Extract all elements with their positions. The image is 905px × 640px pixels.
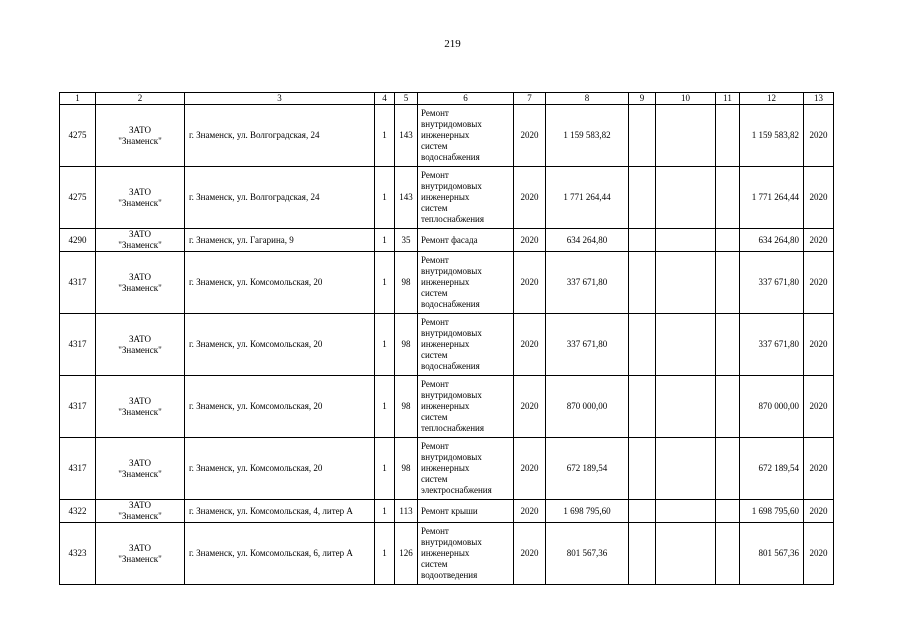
cell-work-type-line: внутридомовых (421, 119, 482, 129)
cell-cost: 801 567,36 (546, 523, 629, 585)
cell-municipality-line: ЗАТО (128, 186, 152, 197)
cell-work-type-line: систем (421, 350, 448, 360)
cell-work-type-line: Ремонт (421, 526, 449, 536)
cell-work-type (418, 314, 514, 376)
cell-col12: 801 567,36 (740, 523, 804, 585)
cell-year: 2020 (514, 229, 546, 252)
cell-municipality (96, 229, 185, 252)
cell-col5: 98 (395, 438, 418, 500)
cell-address: г. Знаменск, ул. Комсомольская, 6, литер А (185, 523, 375, 585)
cell-cost: 1 159 583,82 (546, 105, 629, 167)
table-row (60, 314, 834, 376)
cell-cost: 1 698 795,60 (546, 500, 629, 523)
cell-municipality-line: ЗАТО (128, 124, 152, 135)
cell-municipality-line: ЗАТО (128, 395, 152, 406)
column-header: 7 (514, 93, 546, 105)
cell-work-type (418, 376, 514, 438)
cell-municipality-line: ЗАТО (128, 457, 152, 468)
cell-work-type-line: инженерных (421, 277, 470, 287)
cell-col4: 1 (375, 252, 395, 314)
cell-col10 (656, 523, 716, 585)
cell-id: 4317 (60, 438, 96, 500)
cell-work-type (418, 438, 514, 500)
cell-col12: 672 189,54 (740, 438, 804, 500)
cell-municipality (96, 105, 185, 167)
table-row (60, 105, 834, 167)
table-row (60, 252, 834, 314)
cell-cost: 1 771 264,44 (546, 167, 629, 229)
table-row (60, 500, 834, 523)
cell-year: 2020 (514, 252, 546, 314)
cell-work-type-line: Ремонт крыши (421, 505, 478, 516)
cell-col4: 1 (375, 167, 395, 229)
cell-col12: 337 671,80 (740, 314, 804, 376)
cell-col4: 1 (375, 438, 395, 500)
cell-work-type-line: систем (421, 412, 448, 422)
cell-work-type (418, 500, 514, 523)
cell-municipality-line: "Знаменск" (118, 553, 162, 564)
table-row (60, 229, 834, 252)
table-body (60, 105, 834, 585)
cell-col5: 113 (395, 500, 418, 523)
cell-municipality-line: ЗАТО (128, 229, 152, 239)
cell-id: 4290 (60, 229, 96, 252)
cell-work-type-line: внутридомовых (421, 328, 482, 338)
cell-col9 (629, 376, 656, 438)
cell-col4: 1 (375, 229, 395, 252)
cell-col9 (629, 229, 656, 252)
cell-col13: 2020 (804, 500, 834, 523)
cell-work-type-line: Ремонт фасада (421, 234, 478, 245)
cell-col4: 1 (375, 105, 395, 167)
cell-col9 (629, 167, 656, 229)
cell-work-type (418, 252, 514, 314)
cell-col4: 1 (375, 500, 395, 523)
cell-col4: 1 (375, 314, 395, 376)
cell-col13: 2020 (804, 105, 834, 167)
cell-year: 2020 (514, 438, 546, 500)
cell-work-type-line: инженерных (421, 463, 470, 473)
column-header: 8 (546, 93, 629, 105)
cell-col10 (656, 500, 716, 523)
cell-municipality (96, 438, 185, 500)
cell-col11 (716, 229, 740, 252)
cell-year: 2020 (514, 105, 546, 167)
cell-col9 (629, 500, 656, 523)
cell-id: 4323 (60, 523, 96, 585)
cell-col10 (656, 229, 716, 252)
cell-year: 2020 (514, 523, 546, 585)
cell-col5: 143 (395, 167, 418, 229)
cell-col10 (656, 105, 716, 167)
cell-work-type-line: внутридомовых (421, 181, 482, 191)
cell-municipality-line: "Знаменск" (118, 282, 162, 293)
column-number-header-row (60, 93, 834, 105)
cell-col9 (629, 523, 656, 585)
cell-address: г. Знаменск, ул. Гагарина, 9 (185, 229, 375, 252)
cell-work-type-line: теплоснабжения (421, 214, 484, 224)
cell-id: 4275 (60, 167, 96, 229)
cell-work-type-line: систем (421, 203, 448, 213)
cell-work-type-line: внутридомовых (421, 537, 482, 547)
column-header: 5 (395, 93, 418, 105)
cell-address: г. Знаменск, ул. Волгоградская, 24 (185, 167, 375, 229)
cell-col5: 126 (395, 523, 418, 585)
cell-work-type-line: водоснабжения (421, 361, 480, 371)
cell-col10 (656, 438, 716, 500)
cell-col10 (656, 376, 716, 438)
column-header: 6 (418, 93, 514, 105)
cell-id: 4275 (60, 105, 96, 167)
cell-address: г. Знаменск, ул. Комсомольская, 4, литер А (185, 500, 375, 523)
cell-municipality-line: "Знаменск" (118, 135, 162, 146)
cell-municipality (96, 252, 185, 314)
cell-work-type-line: Ремонт (421, 317, 449, 327)
cell-col11 (716, 523, 740, 585)
cell-col13: 2020 (804, 167, 834, 229)
repair-program-table (59, 92, 834, 585)
cell-col12: 337 671,80 (740, 252, 804, 314)
cell-address: г. Знаменск, ул. Комсомольская, 20 (185, 314, 375, 376)
cell-address: г. Знаменск, ул. Комсомольская, 20 (185, 376, 375, 438)
cell-work-type-line: инженерных (421, 401, 470, 411)
cell-col13: 2020 (804, 438, 834, 500)
cell-col11 (716, 314, 740, 376)
cell-col13: 2020 (804, 229, 834, 252)
cell-municipality (96, 314, 185, 376)
cell-col11 (716, 376, 740, 438)
column-header: 10 (656, 93, 716, 105)
cell-work-type-line: водоснабжения (421, 152, 480, 162)
table-row (60, 523, 834, 585)
cell-col12: 634 264,80 (740, 229, 804, 252)
cell-work-type-line: Ремонт (421, 170, 449, 180)
cell-municipality (96, 376, 185, 438)
cell-cost: 634 264,80 (546, 229, 629, 252)
cell-col4: 1 (375, 376, 395, 438)
cell-address: г. Знаменск, ул. Комсомольская, 20 (185, 438, 375, 500)
cell-work-type-line: систем (421, 288, 448, 298)
cell-work-type-line: внутридомовых (421, 452, 482, 462)
cell-work-type-line: инженерных (421, 548, 470, 558)
cell-cost: 870 000,00 (546, 376, 629, 438)
cell-municipality (96, 500, 185, 523)
cell-col11 (716, 438, 740, 500)
cell-col10 (656, 252, 716, 314)
cell-col9 (629, 314, 656, 376)
cell-work-type-line: водоснабжения (421, 299, 480, 309)
cell-municipality (96, 167, 185, 229)
cell-work-type-line: водоотведения (421, 570, 478, 580)
cell-municipality-line: "Знаменск" (118, 511, 162, 521)
cell-work-type-line: электроснабжения (421, 485, 492, 495)
cell-work-type (418, 523, 514, 585)
cell-col12: 1 698 795,60 (740, 500, 804, 523)
cell-col11 (716, 500, 740, 523)
cell-col13: 2020 (804, 523, 834, 585)
cell-work-type-line: Ремонт (421, 108, 449, 118)
cell-cost: 337 671,80 (546, 314, 629, 376)
cell-work-type-line: внутридомовых (421, 390, 482, 400)
column-header: 4 (375, 93, 395, 105)
cell-work-type-line: Ремонт (421, 441, 449, 451)
cell-col5: 143 (395, 105, 418, 167)
cell-year: 2020 (514, 167, 546, 229)
cell-id: 4322 (60, 500, 96, 523)
cell-cost: 672 189,54 (546, 438, 629, 500)
cell-address: г. Знаменск, ул. Волгоградская, 24 (185, 105, 375, 167)
cell-col12: 1 159 583,82 (740, 105, 804, 167)
cell-col9 (629, 252, 656, 314)
cell-col10 (656, 167, 716, 229)
cell-work-type-line: внутридомовых (421, 266, 482, 276)
column-header: 11 (716, 93, 740, 105)
table-row (60, 376, 834, 438)
cell-municipality (96, 523, 185, 585)
table-row (60, 438, 834, 500)
cell-col9 (629, 438, 656, 500)
cell-col12: 870 000,00 (740, 376, 804, 438)
cell-col5: 35 (395, 229, 418, 252)
cell-work-type-line: инженерных (421, 130, 470, 140)
cell-municipality-line: "Знаменск" (118, 240, 162, 250)
cell-municipality-line: ЗАТО (128, 500, 152, 510)
cell-municipality-line: "Знаменск" (118, 344, 162, 355)
cell-work-type (418, 229, 514, 252)
cell-municipality-line: ЗАТО (128, 271, 152, 282)
cell-cost: 337 671,80 (546, 252, 629, 314)
cell-work-type (418, 105, 514, 167)
cell-col12: 1 771 264,44 (740, 167, 804, 229)
table-row (60, 167, 834, 229)
cell-work-type-line: систем (421, 474, 448, 484)
page-number: 219 (444, 38, 461, 50)
cell-work-type-line: Ремонт (421, 255, 449, 265)
cell-id: 4317 (60, 252, 96, 314)
column-header: 2 (96, 93, 185, 105)
cell-col11 (716, 167, 740, 229)
cell-col9 (629, 105, 656, 167)
cell-work-type-line: теплоснабжения (421, 423, 484, 433)
cell-col4: 1 (375, 523, 395, 585)
cell-work-type-line: Ремонт (421, 379, 449, 389)
cell-col5: 98 (395, 314, 418, 376)
cell-work-type-line: инженерных (421, 192, 470, 202)
column-header: 13 (804, 93, 834, 105)
cell-work-type (418, 167, 514, 229)
cell-year: 2020 (514, 376, 546, 438)
column-header: 9 (629, 93, 656, 105)
column-header: 1 (60, 93, 96, 105)
cell-work-type-line: инженерных (421, 339, 470, 349)
cell-work-type-line: систем (421, 559, 448, 569)
cell-col5: 98 (395, 252, 418, 314)
cell-id: 4317 (60, 376, 96, 438)
cell-col13: 2020 (804, 314, 834, 376)
cell-municipality-line: "Знаменск" (118, 197, 162, 208)
cell-municipality-line: "Знаменск" (118, 406, 162, 417)
column-header: 3 (185, 93, 375, 105)
cell-municipality-line: ЗАТО (128, 542, 152, 553)
cell-work-type-line: систем (421, 141, 448, 151)
cell-col13: 2020 (804, 252, 834, 314)
column-header: 12 (740, 93, 804, 105)
cell-col5: 98 (395, 376, 418, 438)
cell-year: 2020 (514, 500, 546, 523)
cell-year: 2020 (514, 314, 546, 376)
cell-municipality-line: "Знаменск" (118, 468, 162, 479)
cell-address: г. Знаменск, ул. Комсомольская, 20 (185, 252, 375, 314)
cell-municipality-line: ЗАТО (128, 333, 152, 344)
cell-id: 4317 (60, 314, 96, 376)
cell-col11 (716, 252, 740, 314)
cell-col11 (716, 105, 740, 167)
cell-col13: 2020 (804, 376, 834, 438)
cell-col10 (656, 314, 716, 376)
